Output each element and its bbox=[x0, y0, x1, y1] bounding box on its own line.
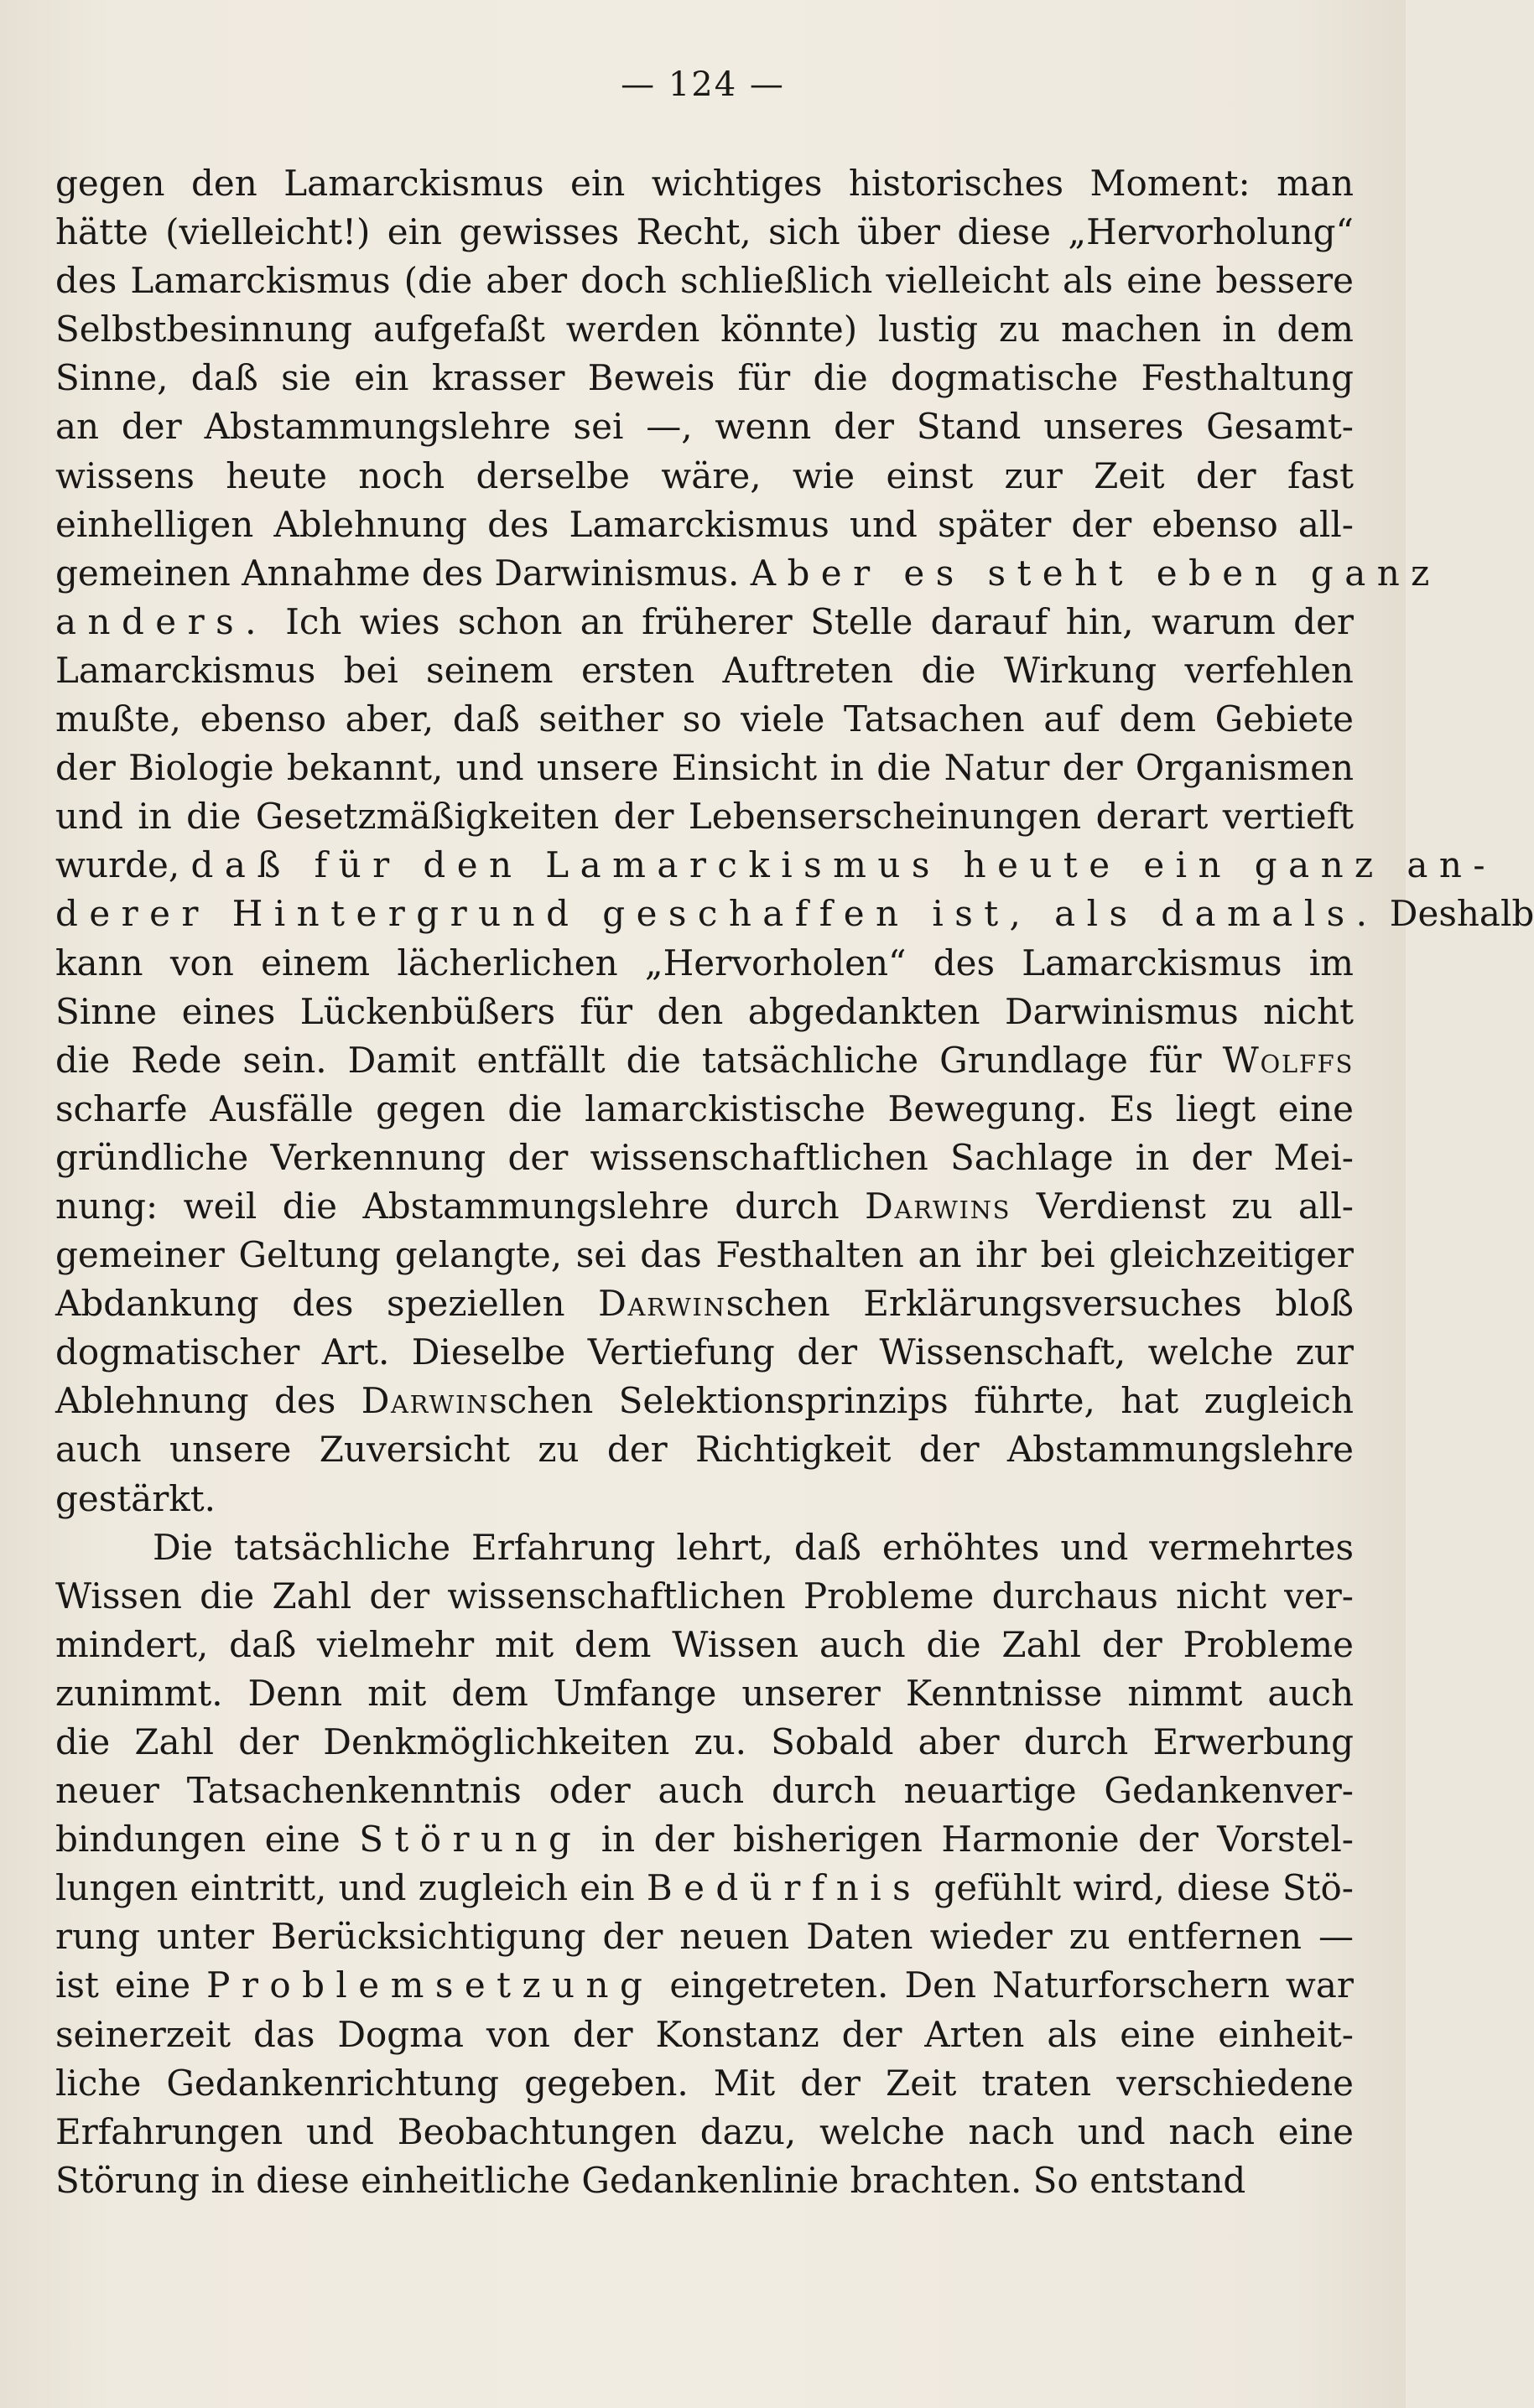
text-run: scharfe Ausfälle gegen die lamarckistische Bewegung. Es liegt eine bbox=[55, 1087, 1354, 1129]
text-run: Störung in diese einheitliche Gedankenlinie brachten. So entstand bbox=[55, 2159, 1246, 2201]
text-run: schen Erklärungsversuches bloß bbox=[725, 1283, 1354, 1325]
text-run: liche Gedankenrichtung gegeben. Mit der Zeit traten verschiedene bbox=[55, 2062, 1354, 2104]
text-line bbox=[55, 1279, 1354, 1328]
paragraph bbox=[55, 159, 1534, 1523]
emphasis-spaced: Problemsetzung bbox=[206, 1964, 654, 2006]
text-run: die Zahl der Denkmöglichkeiten zu. Sobald aber durch Erwerbung bbox=[55, 1721, 1354, 1762]
text-line bbox=[55, 208, 1354, 257]
text-run: Ich wies schon an früherer Stelle darauf hin, warum der bbox=[267, 600, 1354, 642]
text-run: wurde, bbox=[55, 844, 191, 886]
text-line bbox=[55, 1182, 1354, 1231]
text-run: kann von einem lächerlichen „Hervorholen“ des Lamarckismus im bbox=[55, 942, 1354, 983]
text-line bbox=[55, 1134, 1354, 1182]
text-line bbox=[55, 1621, 1354, 1669]
text-line bbox=[55, 1475, 1354, 1523]
text-run: auch unsere Zuversicht zu der Richtigkeit der Abstammungslehre bbox=[55, 1429, 1354, 1471]
text-line bbox=[55, 354, 1354, 402]
text-run: gründliche Verkennung der wissenschaftlichen Sachlage in der Mei- bbox=[55, 1136, 1354, 1178]
name-small-caps: Darwins bbox=[865, 1185, 1011, 1227]
emphasis-spaced: anders. bbox=[55, 600, 268, 642]
text-line bbox=[55, 988, 1354, 1036]
text-line bbox=[55, 646, 1354, 695]
text-line bbox=[55, 1377, 1354, 1425]
text-line bbox=[55, 792, 1354, 841]
text-line bbox=[55, 695, 1354, 744]
text-run: seinerzeit das Dogma von der Konstanz der Arten als eine einheit- bbox=[55, 2013, 1354, 2055]
text-line bbox=[55, 1669, 1354, 1718]
text-run: die Rede sein. Damit entfällt die tatsächliche Grundlage für bbox=[55, 1039, 1223, 1081]
text-run: mindert, daß vielmehr mit dem Wissen auch die Zahl der Probleme bbox=[55, 1623, 1354, 1665]
text-run: in der bisherigen Harmonie der Vorstel- bbox=[582, 1819, 1354, 1860]
text-line bbox=[55, 1912, 1354, 1961]
emphasis-spaced: derer Hintergrund geschaffen ist, als damals. bbox=[55, 893, 1379, 935]
emphasis-spaced: Aber es steht eben ganz bbox=[750, 552, 1441, 594]
text-line bbox=[55, 2108, 1354, 2156]
text-run: schen Selektionsprinzips führte, hat zugleich bbox=[489, 1380, 1354, 1422]
text-line bbox=[55, 2059, 1354, 2108]
text-line bbox=[55, 1864, 1354, 1912]
text-line bbox=[55, 1523, 1354, 1572]
text-line bbox=[55, 890, 1534, 938]
name-small-caps: Darwin bbox=[598, 1283, 726, 1325]
body-text bbox=[55, 159, 1534, 2205]
text-run: gestärkt. bbox=[55, 1477, 216, 1519]
text-line bbox=[55, 305, 1354, 354]
text-run: und in die Gesetzmäßigkeiten der Lebenserscheinungen derart vertieft bbox=[55, 796, 1354, 838]
text-run: gegen den Lamarckismus ein wichtiges historisches Moment: man bbox=[55, 163, 1354, 204]
text-run: hätte (vielleicht!) ein gewisses Recht, sich über diese „Hervorholung“ bbox=[55, 211, 1354, 253]
text-line bbox=[55, 1767, 1354, 1815]
text-run: zunimmt. Denn mit dem Umfange unserer Kenntnisse nimmt auch bbox=[55, 1672, 1354, 1714]
text-run: einhelligen Ablehnung des Lamarckismus und später der ebenso all- bbox=[55, 503, 1354, 545]
text-run: gemeiner Geltung gelangte, sei das Festhalten an ihr bei gleichzeitiger bbox=[55, 1234, 1354, 1276]
text-line bbox=[55, 1425, 1354, 1474]
text-run: dogmatischer Art. Dieselbe Vertiefung der Wissenschaft, welche zur bbox=[55, 1331, 1354, 1373]
text-run: mußte, ebenso aber, daß seither so viele Tatsachen auf dem Gebiete bbox=[55, 698, 1354, 740]
text-run: ist eine bbox=[55, 1964, 207, 2006]
text-line bbox=[55, 501, 1354, 549]
text-run: der Biologie bekannt, und unsere Einsicht in die Natur der Organismen bbox=[55, 747, 1354, 789]
text-run: rung unter Berücksichtigung der neuen Daten wieder zu entfernen — bbox=[55, 1916, 1354, 1958]
text-run: des Lamarckismus (die aber doch schließlich vielleicht als eine bessere bbox=[55, 260, 1354, 302]
text-line bbox=[55, 744, 1354, 792]
text-run: eingetreten. Den Naturforschern war bbox=[653, 1964, 1354, 2006]
text-run: Sinne eines Lückenbüßers für den abgedankten Darwinismus nicht bbox=[55, 990, 1354, 1032]
text-line bbox=[55, 1572, 1354, 1621]
text-line bbox=[55, 1231, 1354, 1279]
name-small-caps: Wolffs bbox=[1222, 1039, 1354, 1081]
text-run: Erfahrungen und Beobachtungen dazu, welche nach und nach eine bbox=[55, 2110, 1354, 2152]
text-line bbox=[55, 598, 1354, 646]
text-run: Sinne, daß sie ein krasser Beweis für die dogmatische Festhaltung bbox=[55, 357, 1354, 399]
text-line bbox=[55, 939, 1354, 988]
text-line bbox=[55, 1328, 1354, 1377]
text-line bbox=[55, 549, 1441, 598]
text-line bbox=[55, 841, 1497, 890]
text-run: wissens heute noch derselbe wäre, wie einst zur Zeit der fast bbox=[55, 454, 1354, 496]
emphasis-spaced: Störung bbox=[359, 1819, 583, 1860]
text-run: Ablehnung des bbox=[55, 1380, 361, 1422]
text-run: an der Abstammungslehre sei —, wenn der Stand unseres Gesamt- bbox=[55, 406, 1354, 448]
text-run: gemeinen Annahme des Darwinismus. bbox=[55, 552, 751, 594]
page-number: — 124 — bbox=[621, 65, 785, 104]
emphasis-spaced: Bedürfnis bbox=[646, 1867, 923, 1909]
text-line bbox=[55, 159, 1354, 208]
text-run: Verdienst zu all- bbox=[1011, 1185, 1354, 1227]
text-run: Wissen die Zahl der wissenschaftlichen Probleme durchaus nicht ver- bbox=[55, 1575, 1354, 1617]
text-run: Selbstbesinnung aufgefaßt werden könnte) lustig zu machen in dem bbox=[55, 309, 1354, 350]
text-run: lungen eintritt, und zugleich ein bbox=[55, 1867, 647, 1909]
text-line bbox=[55, 2011, 1354, 2059]
text-run: Lamarckismus bei seinem ersten Auftreten die Wirkung verfehlen bbox=[55, 649, 1354, 691]
text-line bbox=[55, 1036, 1354, 1085]
text-run: gefühlt wird, diese Stö- bbox=[922, 1867, 1354, 1909]
text-run: Deshalb bbox=[1378, 893, 1534, 935]
text-run: Abdankung des speziellen bbox=[55, 1283, 599, 1325]
text-run: nung: weil die Abstammungslehre durch bbox=[55, 1185, 866, 1227]
text-line bbox=[55, 1815, 1354, 1864]
text-line bbox=[55, 1085, 1354, 1134]
text-line bbox=[55, 402, 1354, 451]
text-line bbox=[55, 1961, 1354, 2010]
name-small-caps: Darwin bbox=[361, 1380, 490, 1422]
text-line bbox=[55, 2156, 1354, 2205]
text-run: neuer Tatsachenkenntnis oder auch durch neuartige Gedankenver- bbox=[55, 1770, 1354, 1812]
text-line bbox=[55, 452, 1354, 501]
text-run: bindungen eine bbox=[55, 1819, 360, 1860]
text-line bbox=[55, 1718, 1354, 1767]
text-line bbox=[55, 257, 1354, 305]
emphasis-spaced: daß für den Lamarckismus heute ein ganz an- bbox=[190, 844, 1497, 886]
text-run: Die tatsächliche Erfahrung lehrt, daß erhöhtes und vermehrtes bbox=[153, 1526, 1354, 1568]
paragraph bbox=[55, 1523, 1354, 2205]
